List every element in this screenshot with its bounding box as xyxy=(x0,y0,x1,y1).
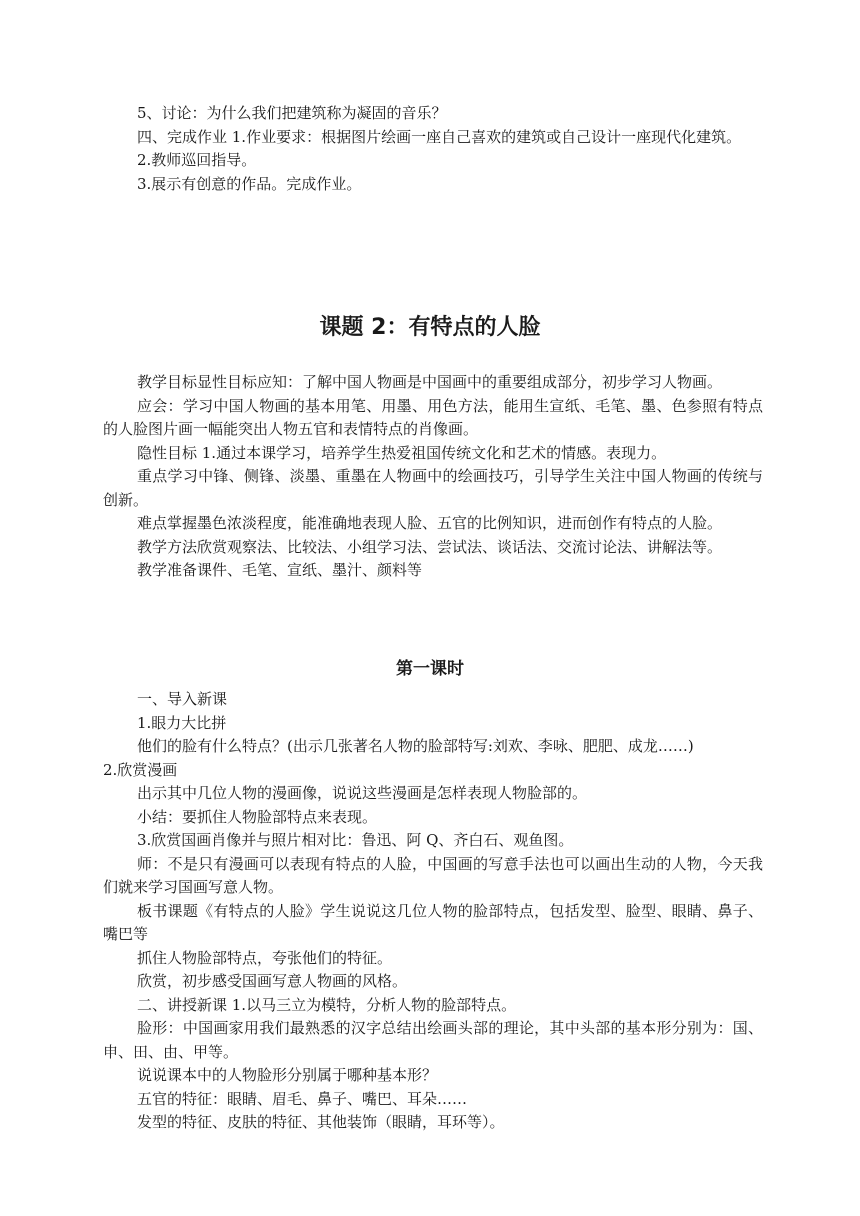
paragraph: 5、讨论：为什么我们把建筑称为凝固的音乐？ xyxy=(137,104,447,122)
paragraph: 难点掌握墨色浓淡程度，能准确地表现人脸、五官的比例知识，进而创作有特点的人脸。 xyxy=(137,514,723,532)
objectives-section xyxy=(103,371,763,583)
paragraph: 应会：学习中国人物画的基本用笔、用墨、用色方法，能用生宣纸、毛笔、墨、色参照有特点的人脸图片画一幅能突出人物五官和表情特点的肖像画。 xyxy=(103,396,763,438)
paragraph: 教学准备课件、毛笔、宣纸、墨汁、颜料等 xyxy=(137,561,423,579)
paragraph: 板书课题《有特点的人脸》学生说说这几位人物的脸部特点，包括发型、脸型、眼睛、鼻子、嘴巴等 xyxy=(103,901,763,943)
paragraph: 二、讲授新课 1.以马三立为模特，分析人物的脸部特点。 xyxy=(137,995,517,1014)
paragraph: 3.欣赏国画肖像并与照片相对比：鲁迅、阿 Q、齐白石、观鱼图。 xyxy=(137,831,574,849)
paragraph: 小结：要抓住人物脸部特点来表现。 xyxy=(137,807,378,826)
paragraph: 3.展示有创意的作品。完成作业。 xyxy=(137,174,362,193)
paragraph: 2.教师巡回指导。 xyxy=(137,151,257,169)
paragraph: 一、导入新课 xyxy=(137,690,228,708)
lesson-body xyxy=(103,688,763,1135)
paragraph: 他们的脸有什么特点？(出示几张著名人物的脸部特写:刘欢、李咏、肥肥、成龙……) xyxy=(137,737,694,755)
paragraph: 欣赏，初步感受国画写意人物画的风格。 xyxy=(137,972,408,990)
paragraph: 抓住人物脸部特点，夸张他们的特征。 xyxy=(137,948,393,967)
paragraph: 说说课本中的人物脸形分别属于哪种基本形？ xyxy=(137,1066,438,1084)
paragraph: 教学方法欣赏观察法、比较法、小组学习法、尝试法、谈话法、交流讨论法、讲解法等。 xyxy=(137,537,723,556)
paragraph: 出示其中几位人物的漫画像，说说这些漫画是怎样表现人物脸部的。 xyxy=(137,784,588,802)
paragraph: 五官的特征：眼睛、眉毛、鼻子、嘴巴、耳朵…… xyxy=(137,1089,468,1108)
period-title: 第一课时 xyxy=(396,659,464,679)
paragraph: 四、完成作业 1.作业要求：根据图片绘画一座自己喜欢的建筑或自己设计一座现代化建筑。 xyxy=(137,127,742,146)
paragraph: 教学目标显性目标应知：了解中国人物画是中国画中的重要组成部分，初步学习人物画。 xyxy=(137,373,723,391)
lesson-title: 课题 2：有特点的人脸 xyxy=(319,315,541,340)
paragraph: 隐性目标 1.通过本课学习，培养学生热爱祖国传统文化和艺术的情感。表现力。 xyxy=(137,443,667,462)
paragraph: 师：不是只有漫画可以表现有特点的人脸，中国画的写意手法也可以画出生动的人物，今天我们就来学习国画写意人物。 xyxy=(103,854,763,896)
paragraph: 2.欣赏漫画 xyxy=(103,760,178,779)
paragraph: 脸形：中国画家用我们最熟悉的汉字总结出绘画头部的理论，其中头部的基本形分别为：国、申、田、由、甲等。 xyxy=(103,1019,763,1061)
paragraph: 重点学习中锋、侧锋、淡墨、重墨在人物画中的绘画技巧，引导学生关注中国人物画的传统与创新。 xyxy=(103,467,763,509)
paragraph: 发型的特征、皮肤的特征、其他装饰（眼睛，耳环等）。 xyxy=(137,1113,505,1131)
paragraph: 1.眼力大比拼 xyxy=(137,713,227,732)
section-top xyxy=(103,102,763,196)
